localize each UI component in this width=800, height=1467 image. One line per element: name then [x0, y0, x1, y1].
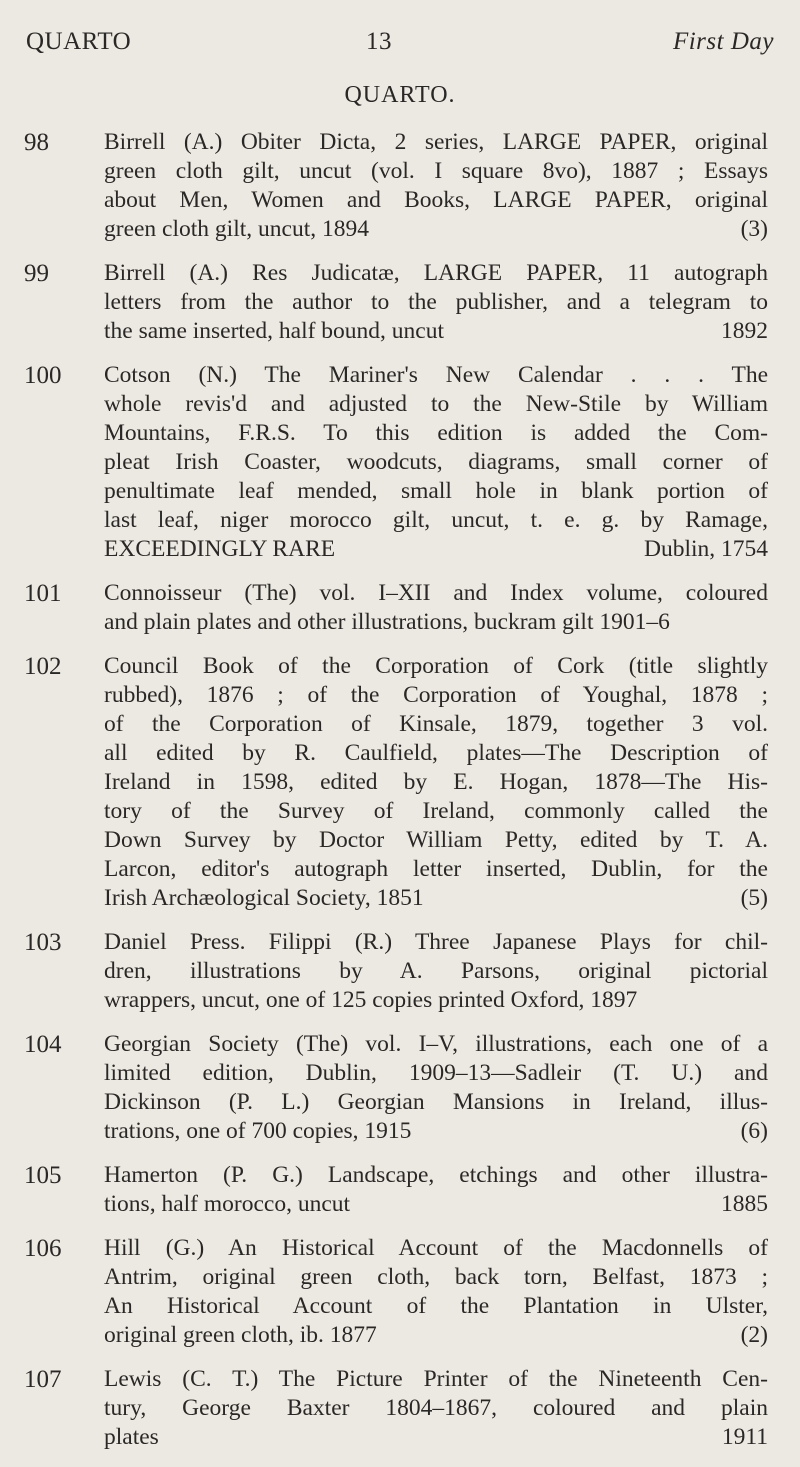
description-line: An Historical Account of the Plantation in Ulster, — [104, 1293, 768, 1319]
description-line: trations, one of 700 copies, 1915 (6) — [104, 1118, 768, 1144]
lot-number: 104 — [24, 1031, 62, 1058]
description-line: original green cloth, ib. 1877 (2) — [104, 1322, 768, 1348]
description-line: Georgian Society (The) vol. I–V, illustrations, each one of a — [104, 1031, 768, 1057]
lot-number: 102 — [24, 653, 62, 680]
entry-suffix: (2) — [740, 1322, 768, 1348]
catalogue-entry — [0, 1030, 800, 1146]
catalogue-entry — [0, 259, 800, 346]
description-line: last leaf, niger morocco gilt, uncut, t. e. g. by Ramage, — [104, 507, 768, 533]
description-line: Hill (G.) An Historical Account of the Macdonnells of — [104, 1235, 768, 1261]
entry-suffix: 1911 — [721, 1424, 768, 1450]
lot-number: 98 — [24, 129, 49, 156]
description-line: the same inserted, half bound, uncut 1892 — [104, 318, 768, 344]
description-line: Birrell (A.) Res Judicatæ, LARGE PAPER, 11 autograph — [104, 260, 768, 286]
description-line: about Men, Women and Books, LARGE PAPER, original — [104, 187, 768, 213]
entry-suffix: 1885 — [721, 1191, 768, 1217]
entry-description — [104, 128, 768, 244]
description-line: Mountains, F.R.S. To this edition is added the Com- — [104, 420, 768, 446]
entry-description — [104, 652, 768, 913]
page-number: 13 — [366, 28, 392, 55]
description-line: EXCEEDINGLY RARE Dublin, 1754 — [104, 536, 768, 562]
catalogue-entry — [0, 928, 800, 1015]
lot-number: 99 — [24, 260, 49, 287]
entry-description — [104, 1234, 768, 1350]
description-line: Dickinson (P. L.) Georgian Mansions in Ireland, illus- — [104, 1089, 768, 1115]
description-line: Birrell (A.) Obiter Dicta, 2 series, LARGE PAPER, original — [104, 129, 768, 155]
entry-suffix: Dublin, 1754 — [643, 536, 768, 562]
description-line: Cotson (N.) The Mariner's New Calendar . . . The — [104, 362, 768, 388]
description-line: all edited by R. Caulfield, plates—The Description of — [104, 740, 768, 766]
description-line: tory of the Survey of Ireland, commonly called the — [104, 798, 768, 824]
description-line: of the Corporation of Kinsale, 1879, together 3 vol. — [104, 711, 768, 737]
entry-description — [104, 579, 768, 637]
description-line: Council Book of the Corporation of Cork (title slightly — [104, 653, 768, 679]
catalogue-entry — [0, 361, 800, 564]
description-line: limited edition, Dublin, 1909–13—Sadleir (T. U.) and — [104, 1060, 768, 1086]
entry-description — [104, 1161, 768, 1219]
catalogue-entries — [0, 128, 800, 1467]
description-line: Irish Archæological Society, 1851 (5) — [104, 885, 768, 911]
description-line: whole revis'd and adjusted to the New-Stile by William — [104, 391, 768, 417]
description-line: Connoisseur (The) vol. I–XII and Index volume, coloured — [104, 580, 768, 606]
description-line: tions, half morocco, uncut 1885 — [104, 1191, 768, 1217]
description-line: Hamerton (P. G.) Landscape, etchings and other illustra- — [104, 1162, 768, 1188]
catalogue-entry — [0, 579, 800, 637]
lot-number: 101 — [24, 580, 62, 607]
description-line: Antrim, original green cloth, back torn, Belfast, 1873 ; — [104, 1264, 768, 1290]
description-line: and plain plates and other illustrations, buckram gilt 1901–6 — [104, 609, 670, 635]
description-line: plates 1911 — [104, 1424, 768, 1450]
description-line: green cloth gilt, uncut, 1894 (3) — [104, 216, 768, 242]
entry-suffix: 1892 — [721, 318, 768, 344]
catalogue-entry — [0, 128, 800, 244]
lot-number: 100 — [24, 362, 62, 389]
catalogue-entry — [0, 652, 800, 913]
entry-suffix: (5) — [740, 885, 768, 911]
section-title: QUARTO. — [344, 82, 456, 108]
description-line: wrappers, uncut, one of 125 copies printed Oxford, 1897 — [104, 987, 638, 1013]
lot-number: 103 — [24, 929, 62, 956]
entry-suffix: (3) — [740, 216, 768, 242]
lot-number: 105 — [24, 1162, 62, 1189]
description-line: letters from the author to the publisher, and a telegram to — [104, 289, 768, 315]
description-line: Lewis (C. T.) The Picture Printer of the Nineteenth Cen- — [104, 1366, 768, 1392]
description-line: green cloth gilt, uncut (vol. I square 8vo), 1887 ; Essays — [104, 158, 768, 184]
description-line: Ireland in 1598, edited by E. Hogan, 1878—The His- — [104, 769, 768, 795]
entry-description — [104, 259, 768, 346]
catalogue-entry — [0, 1161, 800, 1219]
description-line: dren, illustrations by A. Parsons, original pictorial — [104, 958, 768, 984]
running-head — [26, 28, 774, 58]
entry-description — [104, 1030, 768, 1146]
description-line: rubbed), 1876 ; of the Corporation of Youghal, 1878 ; — [104, 682, 768, 708]
description-line: pleat Irish Coaster, woodcuts, diagrams, small corner of — [104, 449, 768, 475]
lot-number: 107 — [24, 1366, 62, 1393]
description-line: penultimate leaf mended, small hole in blank portion of — [104, 478, 768, 504]
lot-number: 106 — [24, 1235, 62, 1262]
description-line: Down Survey by Doctor William Petty, edited by T. A. — [104, 827, 768, 853]
catalogue-entry — [0, 1365, 800, 1452]
description-line: Larcon, editor's autograph letter inserted, Dublin, for the — [104, 856, 768, 882]
entry-description — [104, 928, 768, 1015]
entry-suffix: (6) — [740, 1118, 768, 1144]
description-line: tury, George Baxter 1804–1867, coloured and plain — [104, 1395, 768, 1421]
description-line: Daniel Press. Filippi (R.) Three Japanese Plays for chil- — [104, 929, 768, 955]
catalogue-entry — [0, 1234, 800, 1350]
running-head-right: First Day — [672, 28, 774, 55]
entry-description — [104, 1365, 768, 1452]
entry-description — [104, 361, 768, 564]
running-head-left: QUARTO — [26, 28, 132, 55]
